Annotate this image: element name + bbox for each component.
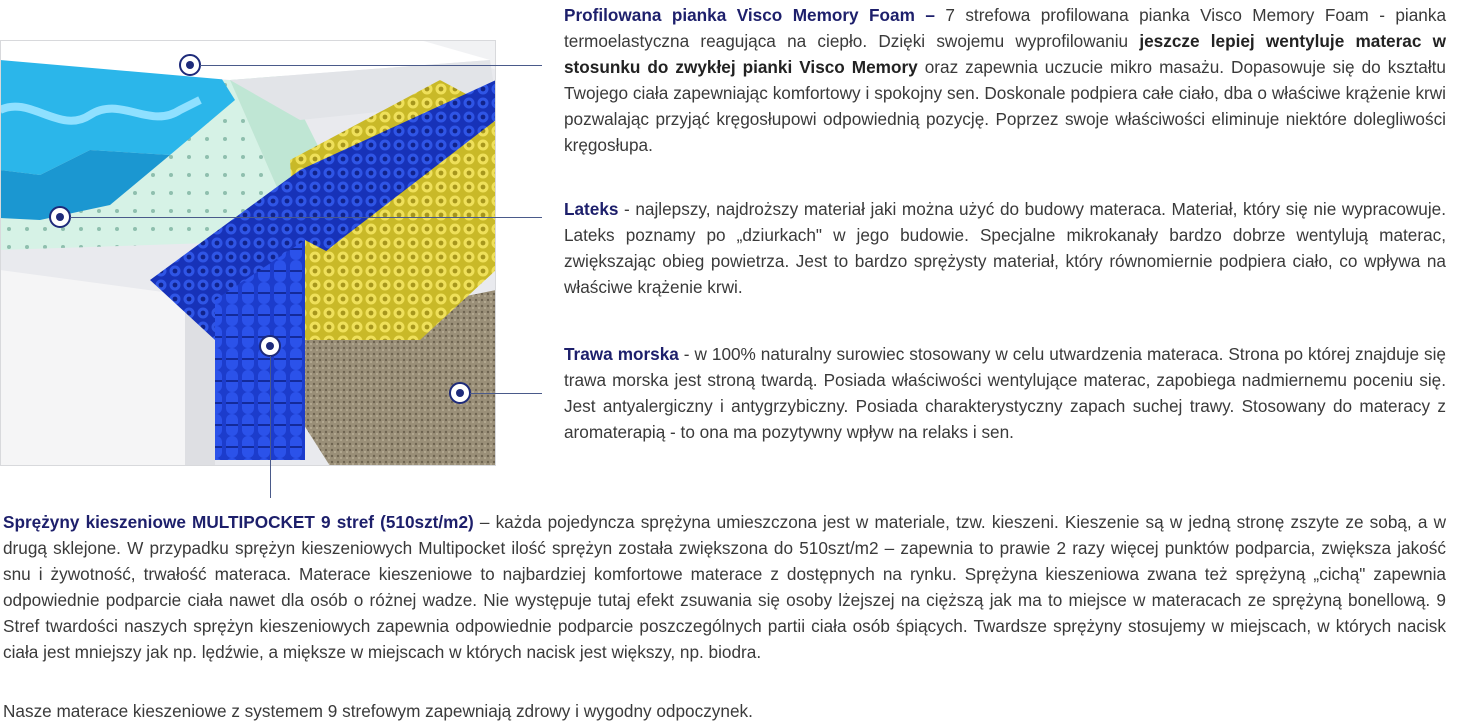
seagrass-connector-line — [470, 393, 542, 394]
latex-text: - najlepszy, najdroższy materiał jaki można użyć do budowy materaca. Materiał, który się nie wypracowuje. Lateks poznamy po „dziurkach" w jego budowie. Specjalne mikrokanały bardzo dobrze wentylują materac, zwiększając obieg powietrza. Jest to bardzo sprężysty materiał, który równomiernie podpiera ciało, co wpływa na właściwe krążenie krwi. — [564, 199, 1446, 297]
visco-text-part2: oraz zapewnia uczucie mikro masażu. Dopasowuje się do kształtu Twojego ciała zapewniając komfortowy i spokojny sen. Doskonale podpiera całe ciało, dba o właściwe krążenie krwi pozwalając przyjąć kręgosłupowi odpowiednią pozycję. Poprzez swoje właściwości eliminuje niektóre dolegliwości kręgosłupa. — [564, 57, 1446, 155]
latex-section — [564, 196, 1446, 300]
springs-section — [3, 509, 1446, 665]
seagrass-text: - w 100% naturalny surowiec stosowany w celu utwardzenia materaca. Strona po której znajduje się trawa morska jest stroną twardą. Posiada właściwości wentylujące materac, zapobiega nadmiernemu poceniu się. Jest antyalergiczny i antygrzybiczny. Posiada charakterystyczny zapach suchej trawy. Stosowany do materacy z aromaterapią - to ona ma pozytywny wpływ na relaks i sen. — [564, 344, 1446, 442]
visco-text-part1: 7 strefowa profilowana pianka Visco Memory Foam - pianka termoelastyczna reagująca na ciepło. Dzięki swojemu wyprofilowaniu — [564, 5, 1446, 51]
seagrass-marker-icon — [450, 383, 470, 403]
latex-title: Lateks — [564, 199, 619, 219]
springs-text: – każda pojedyncza sprężyna umieszczona jest w materiale, tzw. kieszeni. Kieszenie są w jedną stronę zszyte ze sobą, a w drugą sklejone. W przypadku sprężyn kieszeniowych Multipocket ilość sprężyn została zwiększona do 510szt/m2 – zapewnia to prawie 2 razy więcej punktów podparcia, zwiększa jakość snu i żywotność, trwałość materaca. Materace kieszeniowe to najbardziej komfortowe materace z dostępnych na rynku. Sprężyna kieszeniowa zwana też sprężyną „cichą" zapewnia odpowiednie podparcie ciała nawet dla osób o różnej wadze. Nie występuje tutaj efekt zsuwania się osoby lżejszej na cięższą jak ma to miejsce w materacach ze sprężyną bonellową. 9 Stref twardości naszych sprężyn kieszeniowych zapewnia odpowiednie podparcie poszczególnych partii ciała osób śpiących. Twardsze sprężyny stosujemy w miejscach, w których nacisk ciała jest mniejszy jak np. lędźwie, a miększe w miejscach w których nacisk jest większy, np. biodra. — [3, 512, 1446, 662]
visco-marker-icon — [180, 55, 200, 75]
mattress-cross-section-image — [0, 40, 496, 466]
seagrass-title: Trawa morska — [564, 344, 679, 364]
visco-section — [564, 2, 1446, 158]
springs-connector-line — [270, 356, 271, 498]
seagrass-section — [564, 341, 1446, 445]
latex-marker-icon — [50, 207, 70, 227]
springs-title: Sprężyny kieszeniowe MULTIPOCKET 9 stref (510szt/m2) — [3, 512, 474, 532]
visco-bold-text: jeszcze lepiej wentyluje materac w stosunku do zwykłej pianki Visco Memory — [564, 31, 1446, 77]
visco-title: Profilowana pianka Visco Memory Foam – — [564, 5, 935, 25]
footer-sentence: Nasze materace kieszeniowe z systemem 9 strefowym zapewniają zdrowy i wygodny odpoczynek. — [3, 701, 753, 721]
visco-connector-line — [200, 65, 542, 66]
latex-connector-line — [70, 217, 542, 218]
springs-marker-icon — [260, 336, 280, 356]
